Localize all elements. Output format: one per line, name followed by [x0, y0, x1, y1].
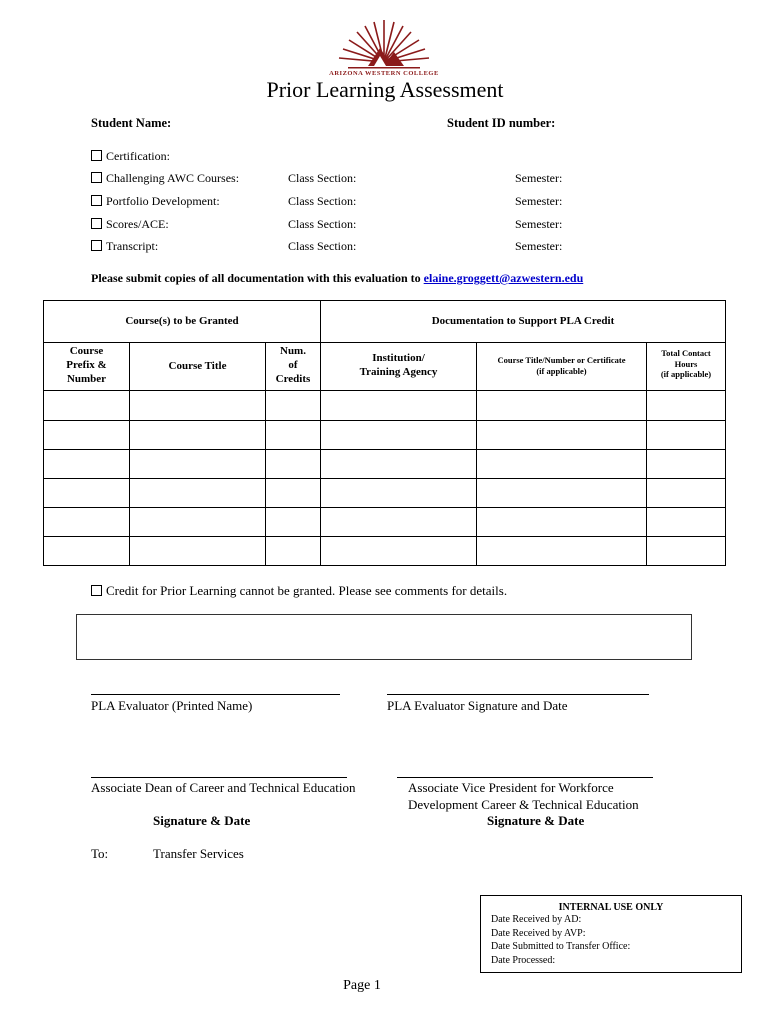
evaluator-name-label: PLA Evaluator (Printed Name)	[91, 698, 253, 713]
option-challenging[interactable]	[91, 171, 239, 186]
internal-row: Date Received by AD:	[491, 914, 582, 925]
semester-label: Semester:	[515, 194, 563, 208]
signature-line	[387, 694, 649, 695]
checkbox[interactable]	[91, 240, 102, 251]
option-label: Transcript:	[106, 239, 159, 253]
dean-label: Associate Dean of Career and Technical Education	[91, 780, 356, 795]
to-label: To:	[91, 846, 109, 861]
internal-row: Date Submitted to Transfer Office:	[491, 941, 631, 952]
email-link[interactable]: elaine.groggett@azwestern.edu	[423, 271, 584, 285]
option-label: Challenging AWC Courses:	[106, 171, 240, 185]
internal-use-header: INTERNAL USE ONLY	[558, 902, 664, 913]
header-documentation: Documentation to Support PLA Credit	[431, 315, 615, 327]
option-portfolio[interactable]	[91, 194, 220, 209]
pla-table	[43, 300, 726, 566]
class-section-label: Class Section:	[288, 239, 357, 253]
checkbox[interactable]	[91, 172, 102, 183]
col-credits: Num. of Credits	[275, 345, 311, 385]
submit-instruction	[91, 271, 583, 286]
class-section-label: Class Section:	[288, 194, 357, 208]
signature-date-left: Signature & Date	[153, 813, 251, 828]
evaluator-signature-label: PLA Evaluator Signature and Date	[387, 698, 568, 713]
internal-use-box	[480, 895, 742, 973]
option-certification[interactable]	[91, 149, 170, 164]
logo-text: ARIZONA WESTERN COLLEGE	[329, 70, 439, 77]
comments-box[interactable]	[76, 614, 692, 660]
col-certificate: Course Title/Number or Certificate (if applicable)	[497, 355, 626, 376]
submit-text: Please submit copies of all documentation with this evaluation to	[91, 271, 424, 285]
checkbox[interactable]	[91, 150, 102, 161]
header-courses-granted: Course(s) to be Granted	[125, 315, 239, 327]
option-label: Certification:	[106, 149, 170, 163]
option-scores[interactable]	[91, 217, 169, 232]
option-label: Scores/ACE:	[106, 217, 169, 231]
option-label: Portfolio Development:	[106, 194, 220, 208]
col-contact-hours: Total Contact Hours (if applicable)	[660, 348, 712, 380]
col-course-prefix: Course Prefix & Number	[66, 345, 107, 385]
to-value: Transfer Services	[153, 846, 244, 861]
internal-row: Date Processed:	[491, 954, 556, 966]
no-credit-label: Credit for Prior Learning cannot be granted. Please see comments for details.	[106, 583, 508, 598]
class-section-label: Class Section:	[288, 217, 357, 231]
avp-label-line1: Associate Vice President for Workforce	[408, 780, 614, 795]
semester-label: Semester:	[515, 217, 563, 231]
signature-line	[91, 777, 347, 778]
col-course-title: Course Title	[168, 360, 227, 372]
class-section-label: Class Section:	[288, 171, 357, 185]
col-institution: Institution/ Training Agency	[359, 352, 438, 378]
semester-label: Semester:	[515, 171, 563, 185]
semester-label: Semester:	[515, 239, 563, 253]
student-name-label: Student Name:	[91, 116, 172, 130]
signature-line	[91, 694, 340, 695]
no-credit-option[interactable]	[91, 583, 507, 599]
student-id-label: Student ID number:	[447, 116, 556, 130]
page-title: Prior Learning Assessment	[266, 77, 504, 102]
option-transcript[interactable]	[91, 239, 158, 254]
signature-date-right: Signature & Date	[487, 813, 585, 828]
internal-row: Date Received by AVP:	[491, 927, 586, 939]
page-number: Page 1	[343, 978, 381, 993]
signature-line	[397, 777, 653, 778]
checkbox[interactable]	[91, 218, 102, 229]
checkbox[interactable]	[91, 195, 102, 206]
avp-label-line2: Development Career & Technical Education	[408, 797, 639, 812]
checkbox[interactable]	[91, 585, 102, 596]
